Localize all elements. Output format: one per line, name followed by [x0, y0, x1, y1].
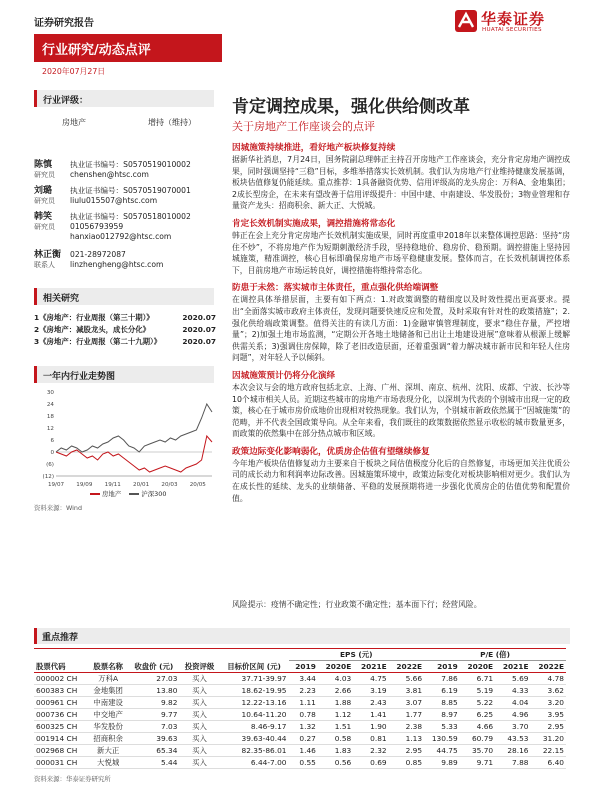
- table-cell: 8.97: [441, 709, 458, 719]
- table-cell: 1.41: [370, 709, 387, 719]
- table-cell: 39.63: [156, 733, 178, 743]
- table-cell: 22.15: [542, 745, 564, 755]
- x-tick-label: 20/03: [161, 482, 178, 488]
- table-cell: 130.59: [431, 733, 458, 743]
- x-tick-label: 20/01: [133, 482, 150, 488]
- paragraph-body: 在调控具体举措层面，主要有如下两点：1.对政策调整的精细度以及时效性提出更高要求。提出“全面落实城市政府主体责任，发现问题要快速反应和处置，及时采取有针对性的政策措施”；2.强化供给端政策调整。值得关注的有读几方面：1)金融审慎管理制度，要求“稳住存量，严控增量”；2)加强土地市场监测，“定期公开各地土地储备和已出让土地建设进展”意味着从根源上缓解供需关系；3)强调住房保障，除了老旧改造层面，还着重强调“着力解决城市新市民和年轻人住房问题”，对年轻人予以倾斜。: [232, 295, 570, 363]
- main-body: [232, 136, 570, 504]
- table-cell: 大悦城: [97, 757, 120, 767]
- trend-chart: [34, 388, 216, 488]
- legend-swatch-b: [129, 493, 139, 495]
- col-target: 目标价区间 (元): [227, 661, 281, 671]
- table-cell: 4.03: [334, 673, 352, 683]
- col-year: 2020E: [467, 661, 494, 671]
- table-cell: 1.77: [405, 709, 423, 719]
- y-tick-label: 0: [50, 450, 54, 456]
- table-cell: 43.53: [507, 733, 529, 743]
- table-cell: 5.69: [512, 673, 529, 683]
- table-cell: 招商积余: [93, 733, 123, 743]
- table-cell: 0.81: [370, 733, 387, 743]
- table-cell: 2.95: [405, 745, 423, 755]
- related-section-title: 相关研究: [34, 288, 214, 305]
- analyst-detail: 021-28972087: [70, 250, 126, 259]
- table-cell: 5.22: [476, 697, 494, 707]
- col-year: 2019: [295, 661, 316, 671]
- analyst-detail: chenshen@htsc.com: [70, 170, 149, 179]
- related-item-date: 2020.07: [182, 337, 216, 346]
- table-cell: 000031 CH: [36, 757, 78, 767]
- col-year: 2022E: [396, 661, 423, 671]
- analyst-name: 刘璐: [34, 186, 53, 196]
- y-tick-label: (12): [42, 474, 54, 480]
- recommend-section-bar: [34, 628, 570, 644]
- table-row: [34, 696, 566, 708]
- risk-note: 风险提示：疫情不确定性；行业政策不确定性；基本面下行；经营风险。: [232, 600, 482, 609]
- table-cell: 6.40: [547, 757, 564, 767]
- table-cell: 6.44-7.00: [250, 757, 287, 767]
- related-item[interactable]: [34, 312, 216, 324]
- table-cell: 600383 CH: [36, 685, 78, 695]
- table-cell: 买入: [192, 709, 207, 719]
- logo-mark-icon: [455, 10, 477, 32]
- brand-en: HUATAI SECURITIES: [482, 27, 542, 33]
- analyst-detail: linzhengheng@htsc.com: [70, 260, 164, 269]
- table-cell: 37.71-39.97: [241, 673, 287, 683]
- table-cell: 44.75: [436, 745, 458, 755]
- table-row: [34, 720, 566, 732]
- table-cell: 0.85: [405, 757, 423, 767]
- y-tick-label: 6: [50, 438, 54, 444]
- main-title: 肯定调控成果，强化供给侧改革: [232, 97, 470, 117]
- report-type: 证券研究报告: [34, 18, 94, 29]
- analyst-name: 韩笑: [34, 212, 53, 222]
- y-tick-label: 24: [46, 402, 54, 408]
- table-cell: 4.33: [512, 685, 529, 695]
- table-row: [34, 756, 566, 768]
- table-cell: 002968 CH: [36, 745, 78, 755]
- analyst-detail: 01056793959: [70, 222, 124, 231]
- table-cell: 18.62-19.95: [241, 685, 287, 695]
- table-cell: 000736 CH: [36, 709, 78, 719]
- table-cell: 9.71: [476, 757, 494, 767]
- analyst-detail: hanxiao012792@htsc.com: [70, 232, 172, 241]
- analyst-card: [34, 212, 214, 242]
- rating-value: 增持（维持）: [148, 118, 196, 127]
- related-item-date: 2020.07: [182, 325, 216, 334]
- table-cell: 4.04: [512, 697, 529, 707]
- paragraph-title: 因城施策持续推进，看好地产板块修复持续: [232, 143, 396, 153]
- x-tick-label: 19/09: [76, 482, 93, 488]
- table-cell: 600325 CH: [36, 721, 78, 731]
- related-item[interactable]: [34, 336, 216, 348]
- paragraph-title: 因城施策预计仍将分化演绎: [232, 370, 336, 381]
- analyst-role: 研究员: [34, 171, 55, 179]
- table-cell: 2.32: [370, 745, 387, 755]
- recommend-table: [34, 648, 566, 769]
- table-cell: 7.03: [161, 721, 178, 731]
- table-cell: 买入: [192, 745, 207, 755]
- table-row: [34, 708, 566, 720]
- series-line-real-estate: [56, 436, 212, 472]
- table-cell: 买入: [192, 721, 207, 731]
- table-cell: 65.34: [156, 745, 178, 755]
- table-cell: 35.70: [471, 745, 494, 755]
- brand-logo: [455, 8, 575, 38]
- col-year: 2019: [437, 661, 458, 671]
- table-cell: 4.66: [476, 721, 494, 731]
- table-cell: 13.80: [156, 685, 178, 695]
- trend-legend: [90, 489, 166, 498]
- table-cell: 0.27: [299, 733, 316, 743]
- analyst-card: [34, 160, 214, 180]
- related-item-title[interactable]: 2《房地产：减股龙头，成长分化》: [34, 325, 151, 334]
- x-tick-label: 19/11: [104, 482, 121, 488]
- table-cell: 4.75: [370, 673, 387, 683]
- table-cell: 0.55: [299, 757, 316, 767]
- analyst-role: 联系人: [34, 261, 55, 269]
- table-header-row-group: [34, 649, 566, 661]
- table-cell: 9.82: [161, 697, 178, 707]
- table-cell: 39.63-40.44: [241, 733, 287, 743]
- table-cell: 1.11: [299, 697, 316, 707]
- y-tick-label: 18: [46, 414, 54, 420]
- y-tick-label: (6): [46, 462, 54, 468]
- table-cell: 5.66: [405, 673, 423, 683]
- analyst-role: 研究员: [34, 197, 55, 205]
- col-year: 2021E: [502, 661, 529, 671]
- analyst-card: [34, 186, 214, 206]
- table-cell: 新大正: [97, 745, 120, 755]
- eps-header: EPS (元): [289, 649, 425, 661]
- legend-label-b: 沪深300: [141, 490, 167, 498]
- analyst-name: 陈慎: [34, 160, 53, 170]
- report-date: 2020年07月27日: [42, 67, 106, 76]
- table-cell: 6.71: [476, 673, 494, 683]
- table-cell: 60.79: [471, 733, 494, 743]
- table-cell: 28.16: [507, 745, 529, 755]
- table-cell: 1.83: [334, 745, 352, 755]
- table-cell: 82.35-86.01: [241, 745, 287, 755]
- table-cell: 1.51: [334, 721, 352, 731]
- table-cell: 买入: [192, 685, 207, 695]
- analyst-detail: 执业证书编号：S0570519070001: [70, 186, 191, 195]
- table-cell: 5.19: [476, 685, 494, 695]
- table-cell: 5.44: [161, 757, 178, 767]
- table-cell: 9.77: [161, 709, 178, 719]
- table-cell: 1.88: [334, 697, 352, 707]
- analyst-name: 林正衡: [34, 250, 62, 260]
- table-cell: 8.46-9.17: [250, 721, 287, 731]
- table-cell: 2.38: [405, 721, 423, 731]
- table-cell: 1.90: [370, 721, 387, 731]
- paragraph-body: 据新华社消息，7月24日，国务院副总理韩正主持召开房地产工作座谈会，充分肯定房地产调控成果，同时强调坚持“三稳”目标，多维举措落实长效机制。我们认为房地产行业维持健康发展基调，板块估值修复仍能延续。重点推荐：1具备融资优势、信用评级高的龙头房企：万科A、金地集团；2成长型房企，在未来有望改善于信用评级提升：中国中建、中南建设、华发股份；3物业管理和存量资产龙头：招商积余、新大正、大悦城。: [232, 155, 570, 211]
- table-row: [34, 732, 566, 744]
- table-cell: 27.03: [156, 673, 178, 683]
- table-cell: 6.25: [476, 709, 494, 719]
- table-cell: 3.20: [547, 697, 564, 707]
- table-cell: 10.64-11.20: [241, 709, 287, 719]
- rating-section-title: 行业评级：: [34, 90, 214, 107]
- analyst-detail: liulu015507@htsc.com: [70, 196, 158, 205]
- trend-source: 资料来源：Wind: [34, 504, 83, 512]
- paragraph-title: 肯定长效机制实施成果，调控措施将常态化: [232, 218, 396, 229]
- related-item[interactable]: [34, 324, 216, 336]
- table-header-row: [34, 661, 566, 673]
- col-rating: 投资评级: [184, 661, 215, 671]
- paragraph-body: 韩正在会上充分肯定房地产长效机制实施成果，同时再度重申2018年以来整体调控思路：坚持“房住不炒”，不将房地产作为短期刺激经济手段，坚持稳地价、稳房价、稳预期。调控措施上坚持因城施策，精准调控，核心目标即确保房地产市场平稳健康发展。整体而言，在长效机制调控体系下，目前房地产市场运转良好，调控措施将维持常态化。: [232, 230, 570, 275]
- paragraph-title: 防患于未然：落实城市主体责任，重点强化供给端调整: [232, 283, 439, 294]
- y-tick-label: 30: [46, 390, 54, 396]
- col-close: 收盘价 (元): [134, 661, 174, 671]
- table-cell: 3.44: [299, 673, 316, 683]
- table-cell: 000002 CH: [36, 673, 78, 683]
- table-cell: 0.56: [334, 757, 352, 767]
- table-cell: 000961 CH: [36, 697, 78, 707]
- related-item-date: 2020.07: [182, 313, 216, 322]
- table-cell: 3.70: [512, 721, 529, 731]
- table-cell: 31.20: [542, 733, 564, 743]
- table-cell: 9.89: [441, 757, 458, 767]
- x-tick-label: 20/05: [189, 482, 206, 488]
- table-cell: 4.78: [547, 673, 564, 683]
- table-cell: 1.32: [299, 721, 316, 731]
- table-cell: 1.12: [334, 709, 352, 719]
- table-cell: 7.86: [441, 673, 458, 683]
- table-cell: 3.95: [547, 709, 564, 719]
- table-cell: 买入: [192, 673, 207, 683]
- table-row: [34, 684, 566, 696]
- table-cell: 3.81: [405, 685, 423, 695]
- category-label: 行业研究/动态点评: [42, 43, 151, 58]
- table-cell: 金地集团: [93, 685, 123, 695]
- table-cell: 中南建设: [93, 697, 123, 707]
- table-cell: 万科A: [98, 673, 119, 683]
- table-cell: 买入: [192, 697, 207, 707]
- table-row: [34, 672, 566, 684]
- table-cell: 1.46: [299, 745, 316, 755]
- table-cell: 2.95: [547, 721, 564, 731]
- col-name: 股票名称: [93, 661, 123, 671]
- table-cell: 3.62: [547, 685, 564, 695]
- x-tick-label: 19/07: [47, 482, 65, 488]
- col-year: 2020E: [325, 661, 352, 671]
- analyst-card: [34, 250, 214, 270]
- table-cell: 0.58: [334, 733, 352, 743]
- related-item-title[interactable]: 1《房地产：行业周报（第三十期）》: [34, 313, 154, 322]
- table-cell: 3.19: [370, 685, 387, 695]
- analyst-role: 研究员: [34, 223, 55, 231]
- series-line-csi300: [56, 404, 212, 452]
- col-code: 股票代码: [36, 661, 66, 671]
- legend-swatch-a: [90, 493, 100, 495]
- table-cell: 3.07: [405, 697, 423, 707]
- recommend-source: 资料来源：华泰证券研究所: [34, 775, 111, 783]
- category-bar: [34, 34, 222, 62]
- table-cell: 001914 CH: [36, 733, 78, 743]
- y-tick-label: 12: [46, 426, 54, 432]
- brand-cn: 华泰证券: [481, 10, 546, 28]
- table-cell: 买入: [192, 757, 207, 767]
- table-cell: 8.85: [441, 697, 458, 707]
- related-list: [34, 312, 216, 348]
- main-subtitle: 关于房地产工作座谈会的点评: [232, 120, 375, 133]
- paragraph-body: 本次会议与会的地方政府包括北京、上海、广州、深圳、南京、杭州、沈阳、成都、宁波、长沙等10个城市相关人员。近期这些城市的房地产市场表现分化，以深圳为代表的个别城市出现一定的政策，核心在于城市房价成地价出现相对较热现象。我们认为，个别城市新政依然属于“因城施策”的范畴，并不代表全国政策导向。从全年来看，我们既往的政策数据依然显示收松的城市数量更多，而政策的依然集中在部分热点城市和区域。: [232, 382, 570, 439]
- table-cell: 6.19: [441, 685, 458, 695]
- table-cell: 4.96: [512, 709, 529, 719]
- legend-label-a: 房地产: [102, 490, 122, 498]
- table-cell: 2.66: [334, 685, 352, 695]
- analyst-detail: 执业证书编号：S0570518010002: [70, 212, 191, 221]
- recommend-section-title: 重点推荐: [42, 633, 79, 643]
- table-cell: 华发股份: [93, 721, 123, 731]
- table-row: [34, 744, 566, 756]
- col-year: 2022E: [538, 661, 564, 671]
- table-cell: 1.13: [405, 733, 423, 743]
- paragraph-body: 今年地产板块估值修复动力主要来自于板块之间估值极度分化后的自然修复，市场更加关注优质公司的成长动力和利润率边际改善。因城施策环境中，政策边际变化对板块影响相对更少。我们认为在成长性的延续、龙头的业绩储备、平稳的发展预期将进一步强化优质房企的估值优势和配置价值。: [232, 458, 570, 503]
- analyst-detail: 执业证书编号：S0570519010002: [70, 160, 191, 169]
- pe-header: P/E (倍): [424, 649, 566, 661]
- trend-section-title: 一年内行业走势图: [34, 366, 214, 383]
- table-cell: 12.22-13.16: [241, 697, 287, 707]
- paragraph-title: 政策边际变化影响弱化，优质房企估值有望继续修复: [232, 446, 430, 457]
- col-year: 2021E: [361, 661, 387, 671]
- table-cell: 中交地产: [93, 709, 123, 719]
- table-cell: 7.88: [512, 757, 529, 767]
- related-item-title[interactable]: 3《房地产：行业周报（第二十九期）》: [34, 337, 162, 346]
- table-cell: 0.78: [299, 709, 316, 719]
- rating-industry: 房地产: [62, 118, 86, 127]
- table-cell: 买入: [192, 733, 207, 743]
- table-cell: 2.43: [370, 697, 387, 707]
- table-cell: 0.69: [370, 757, 387, 767]
- table-cell: 2.23: [299, 685, 316, 695]
- table-cell: 5.33: [441, 721, 458, 731]
